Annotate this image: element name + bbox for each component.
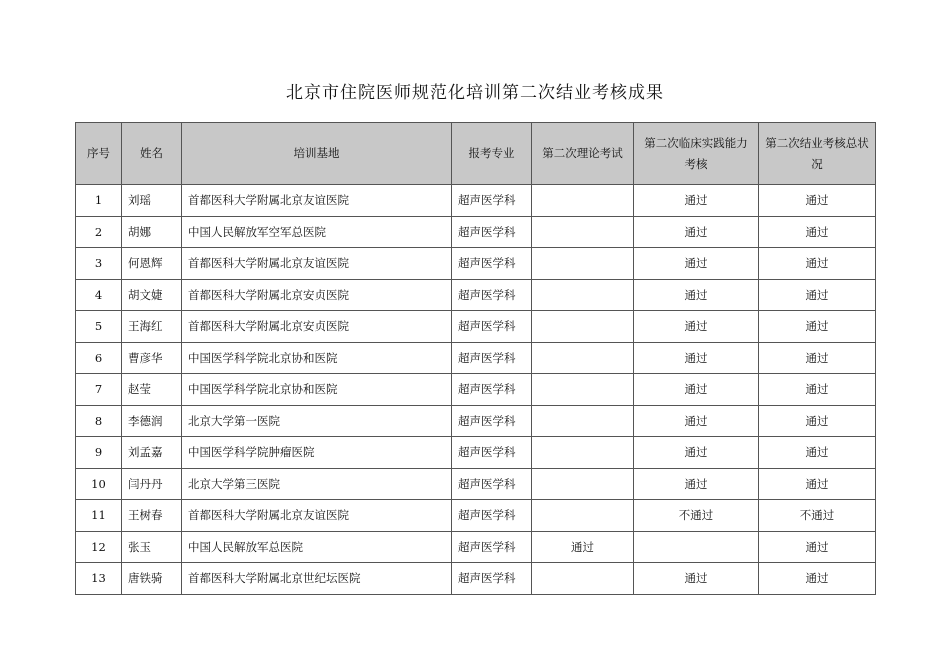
- cell-overall: 通过: [759, 248, 876, 280]
- cell-no: 11: [76, 500, 122, 532]
- cell-theory: [532, 374, 634, 406]
- cell-major: 超声医学科: [452, 311, 532, 343]
- cell-no: 5: [76, 311, 122, 343]
- cell-base: 首都医科大学附属北京世纪坛医院: [182, 563, 452, 595]
- cell-overall: 通过: [759, 185, 876, 217]
- cell-practice: 通过: [634, 248, 759, 280]
- cell-theory: [532, 405, 634, 437]
- cell-practice: 通过: [634, 563, 759, 595]
- cell-major: 超声医学科: [452, 374, 532, 406]
- cell-no: 3: [76, 248, 122, 280]
- page-title: 北京市住院医师规范化培训第二次结业考核成果: [286, 83, 664, 103]
- table-row: [76, 468, 876, 500]
- table-row: [76, 437, 876, 469]
- cell-theory: [532, 342, 634, 374]
- cell-name: 张玉: [122, 531, 182, 563]
- table-header-row: [76, 123, 876, 185]
- cell-name: 胡娜: [122, 216, 182, 248]
- cell-no: 8: [76, 405, 122, 437]
- cell-name: 刘瑶: [122, 185, 182, 217]
- cell-major: 超声医学科: [452, 279, 532, 311]
- table-row: [76, 185, 876, 217]
- cell-major: 超声医学科: [452, 185, 532, 217]
- cell-name: 曹彦华: [122, 342, 182, 374]
- cell-theory: [532, 311, 634, 343]
- table-row: [76, 374, 876, 406]
- cell-theory: 通过: [532, 531, 634, 563]
- cell-base: 首都医科大学附属北京友谊医院: [182, 185, 452, 217]
- cell-practice: 通过: [634, 185, 759, 217]
- cell-overall: 通过: [759, 374, 876, 406]
- cell-theory: [532, 437, 634, 469]
- cell-no: 4: [76, 279, 122, 311]
- header-overall: 第二次结业考核总状况: [759, 123, 876, 185]
- cell-base: 首都医科大学附属北京安贞医院: [182, 279, 452, 311]
- cell-name: 闫丹丹: [122, 468, 182, 500]
- table-row: [76, 248, 876, 280]
- cell-practice: 通过: [634, 468, 759, 500]
- cell-practice: 通过: [634, 279, 759, 311]
- cell-name: 王海红: [122, 311, 182, 343]
- cell-base: 中国人民解放军空军总医院: [182, 216, 452, 248]
- cell-base: 中国医学科学院北京协和医院: [182, 374, 452, 406]
- cell-practice: 通过: [634, 311, 759, 343]
- cell-theory: [532, 185, 634, 217]
- cell-no: 6: [76, 342, 122, 374]
- cell-major: 超声医学科: [452, 437, 532, 469]
- cell-base: 中国医学科学院北京协和医院: [182, 342, 452, 374]
- cell-no: 12: [76, 531, 122, 563]
- cell-theory: [532, 216, 634, 248]
- cell-theory: [532, 468, 634, 500]
- cell-name: 何恩辉: [122, 248, 182, 280]
- cell-overall: 通过: [759, 311, 876, 343]
- header-no: 序号: [76, 123, 122, 185]
- cell-name: 赵莹: [122, 374, 182, 406]
- cell-base: 首都医科大学附属北京友谊医院: [182, 500, 452, 532]
- cell-theory: [532, 248, 634, 280]
- cell-no: 1: [76, 185, 122, 217]
- table-row: [76, 342, 876, 374]
- cell-theory: [532, 563, 634, 595]
- cell-no: 2: [76, 216, 122, 248]
- cell-overall: 通过: [759, 563, 876, 595]
- table-row: [76, 311, 876, 343]
- table-row: [76, 216, 876, 248]
- table-body: [76, 185, 876, 595]
- cell-no: 7: [76, 374, 122, 406]
- cell-practice: 不通过: [634, 500, 759, 532]
- header-base: 培训基地: [182, 123, 452, 185]
- cell-practice: 通过: [634, 437, 759, 469]
- cell-name: 王树春: [122, 500, 182, 532]
- cell-overall: 通过: [759, 279, 876, 311]
- cell-overall: 通过: [759, 437, 876, 469]
- cell-major: 超声医学科: [452, 405, 532, 437]
- cell-theory: [532, 279, 634, 311]
- cell-name: 唐铁骑: [122, 563, 182, 595]
- results-table: [75, 122, 876, 595]
- table-row: [76, 405, 876, 437]
- header-major: 报考专业: [452, 123, 532, 185]
- cell-overall: 通过: [759, 468, 876, 500]
- cell-overall: 通过: [759, 531, 876, 563]
- cell-major: 超声医学科: [452, 216, 532, 248]
- cell-overall: 不通过: [759, 500, 876, 532]
- table-row: [76, 279, 876, 311]
- cell-base: 中国医学科学院肿瘤医院: [182, 437, 452, 469]
- cell-major: 超声医学科: [452, 342, 532, 374]
- table-row: [76, 531, 876, 563]
- cell-practice: [634, 531, 759, 563]
- cell-major: 超声医学科: [452, 563, 532, 595]
- cell-overall: 通过: [759, 216, 876, 248]
- cell-theory: [532, 500, 634, 532]
- header-practice: 第二次临床实践能力考核: [634, 123, 759, 185]
- cell-practice: 通过: [634, 374, 759, 406]
- cell-no: 13: [76, 563, 122, 595]
- cell-practice: 通过: [634, 342, 759, 374]
- cell-name: 胡文婕: [122, 279, 182, 311]
- cell-base: 北京大学第三医院: [182, 468, 452, 500]
- header-name: 姓名: [122, 123, 182, 185]
- cell-practice: 通过: [634, 216, 759, 248]
- table-row: [76, 500, 876, 532]
- cell-base: 北京大学第一医院: [182, 405, 452, 437]
- cell-overall: 通过: [759, 342, 876, 374]
- cell-name: 李德润: [122, 405, 182, 437]
- cell-major: 超声医学科: [452, 531, 532, 563]
- header-theory: 第二次理论考试: [532, 123, 634, 185]
- cell-name: 刘孟嘉: [122, 437, 182, 469]
- cell-base: 中国人民解放军总医院: [182, 531, 452, 563]
- cell-base: 首都医科大学附属北京友谊医院: [182, 248, 452, 280]
- cell-base: 首都医科大学附属北京安贞医院: [182, 311, 452, 343]
- cell-practice: 通过: [634, 405, 759, 437]
- cell-no: 9: [76, 437, 122, 469]
- cell-overall: 通过: [759, 405, 876, 437]
- cell-no: 10: [76, 468, 122, 500]
- table-row: [76, 563, 876, 595]
- cell-major: 超声医学科: [452, 468, 532, 500]
- cell-major: 超声医学科: [452, 248, 532, 280]
- cell-major: 超声医学科: [452, 500, 532, 532]
